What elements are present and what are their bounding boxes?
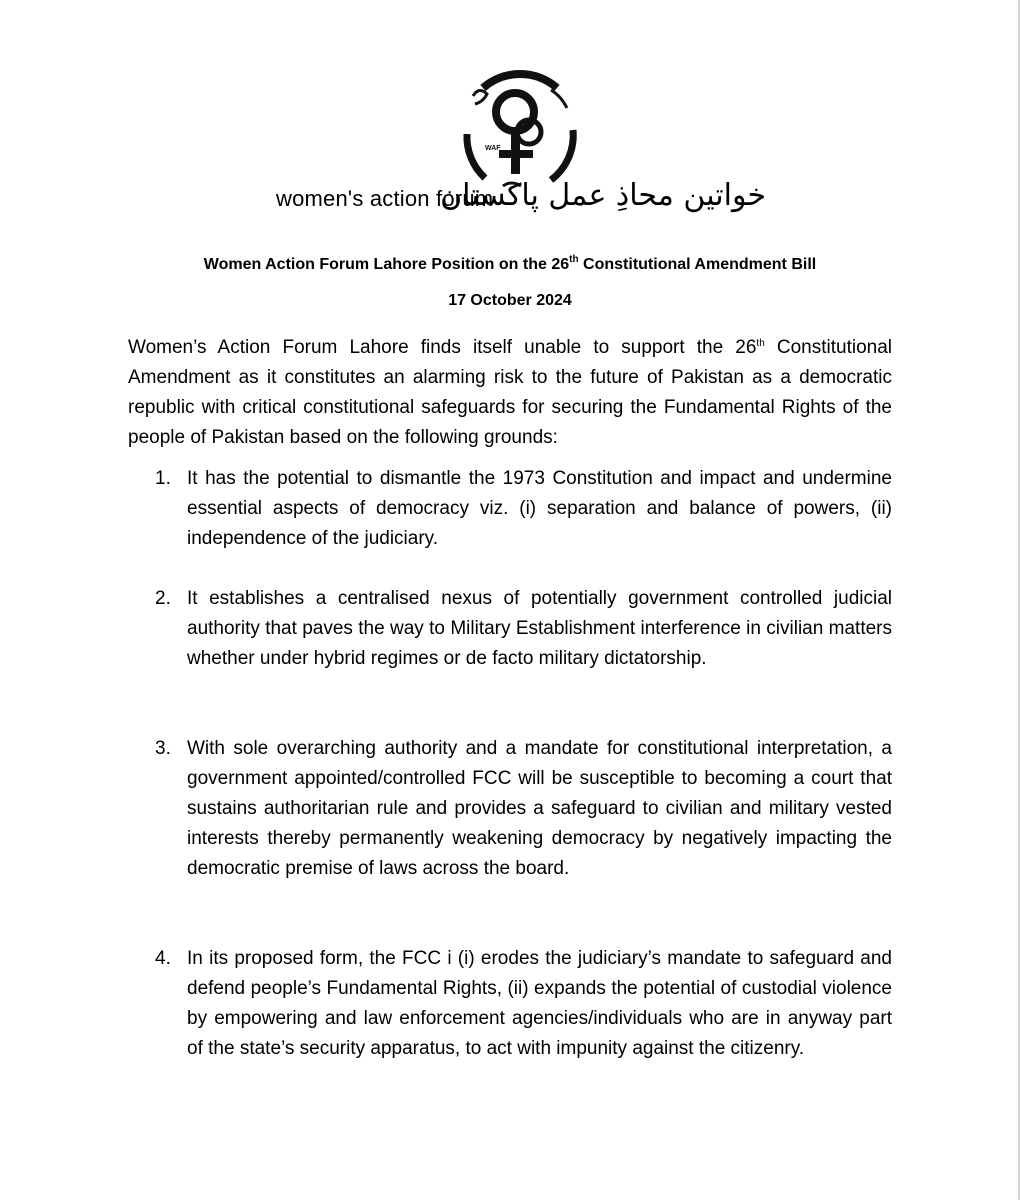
list-item-number: 2. — [155, 588, 171, 609]
list-item — [155, 464, 892, 554]
intro-superscript: th — [756, 338, 765, 349]
org-name-english: women's action forum — [276, 186, 494, 211]
list-item — [155, 734, 892, 884]
list-item — [155, 584, 892, 674]
list-item-text: It establishes a centralised nexus of potentially government controlled judicial authority that paves the way to Military Establishment interference in civilian matters whether under hybrid regimes or de facto military dictatorship. — [187, 588, 892, 669]
list-item-text: In its proposed form, the FCC i (i) erodes the judiciary’s mandate to safeguard and defend people’s Fundamental Rights, (ii) expands the potential of custodial violence by empowering and law enforcement agencies/individuals who are in anyway part of the state’s security apparatus, to act with impunity against the citizenry. — [187, 948, 892, 1059]
list-item-text: With sole overarching authority and a mandate for constitutional interpretation, a government appointed/controlled FCC will be susceptible to becoming a court that sustains authoritarian rule and provides a safeguard to civilian and military vested interests thereby permanently weakening democracy by negatively impacting the democratic premise of laws across the board. — [187, 738, 892, 879]
title-suffix: Constitutional Amendment Bill — [578, 256, 817, 273]
list-item-number: 3. — [155, 738, 171, 759]
waf-badge: WAF — [485, 145, 501, 152]
list-item-number: 4. — [155, 948, 171, 969]
title-superscript: th — [569, 254, 579, 265]
document-date: 17 October 2024 — [448, 292, 572, 309]
intro-suffix: Constitutional Amendment as it constitutes an alarming risk to the future of Pakistan as a democratic republic with critical constitutional safeguards for securing the Fundamental Rights of the people of Pakistan based on the following grounds: — [128, 337, 892, 448]
intro-prefix: Women’s Action Forum Lahore finds itself unable to support the 26 — [128, 337, 757, 358]
title-prefix: Women Action Forum Lahore Position on the 26 — [203, 256, 570, 273]
list-item-number: 1. — [155, 468, 171, 489]
list-item-text: It has the potential to dismantle the 1973 Constitution and impact and undermine essential aspects of democracy viz. (i) separation and balance of powers, (ii) independence of the judiciary. — [187, 468, 892, 549]
intro-paragraph — [128, 329, 892, 453]
document-title — [0, 254, 1020, 274]
org-name-urdu: خواتین محاذِ عمل پاکستان — [440, 178, 766, 213]
list-item — [155, 944, 892, 1064]
